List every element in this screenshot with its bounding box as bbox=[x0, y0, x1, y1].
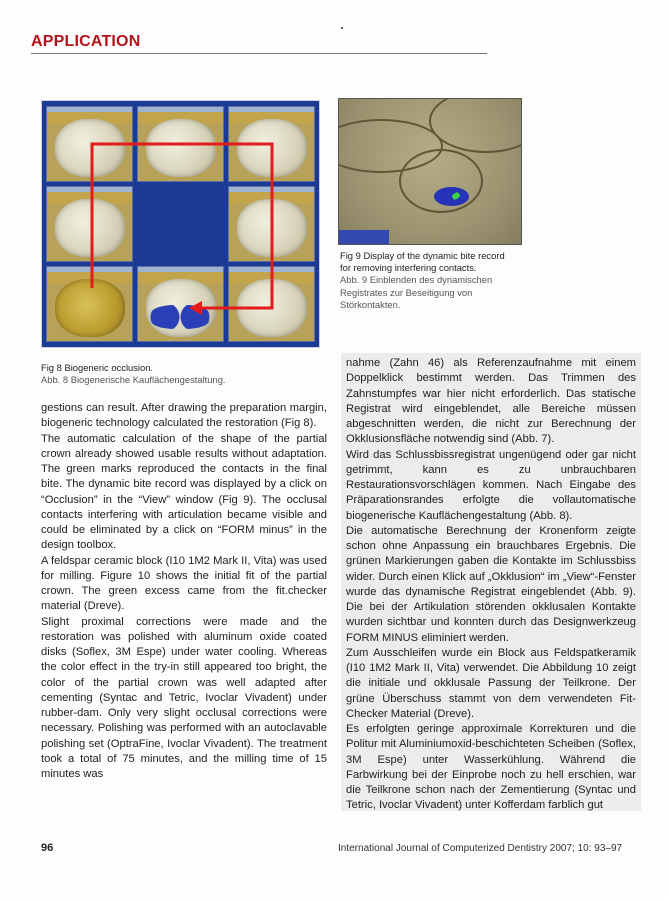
arrow-path bbox=[92, 144, 272, 308]
figure-9-caption-en: Fig 9 Display of the dynamic bite record for removing interfering contacts. bbox=[340, 250, 505, 274]
body-paragraph: A feldspar ceramic block (I10 1M2 Mark II, Vita) was used for milling. Figure 10 shows the initial fit of the partial crown. The green excess came from the fit.checker material (Dreve). bbox=[41, 554, 327, 613]
body-paragraph: Die automatische Berechnung der Kronenform zeigte schon ohne Anpassung ein brauchbares Ergebnis. Die grünen Markierungen gaben die Kontakte im Schlussbiss wider. Durch einen Klick auf „Okklusion“ im „View“-Fenster wurde das dynamische Registrat eingeblendet (Abb. 9). Die bei der Artikulation störenden okklusalen Kontakte wurden sichtbar und konnten durch das Designwerkzeug FORM MINUS eliminiert werden. bbox=[346, 524, 636, 644]
section-title: APPLICATION bbox=[31, 33, 141, 50]
figure-8-caption-de: Abb. 8 Biogenerische Kauflächengestaltung. bbox=[41, 374, 226, 386]
body-paragraph: Es erfolgten geringe approximale Korrekturen und die Politur mit Aluminiumoxid-beschichteten Scheiben (Soflex, 3M Espe) unter Wasserkühlung. Während die Farbwirkung bei der Einprobe noch zu hell erschien, war die Teilkrone schon nach der Zementierung (Syntac und Tetric, Ivoclar Vivadent) unter Kofferdam farblich gut bbox=[346, 723, 636, 812]
adjacent-contact-area bbox=[339, 230, 389, 244]
german-text-column bbox=[341, 353, 641, 811]
scan-artifact-dot bbox=[341, 27, 343, 29]
sequence-arrow bbox=[42, 101, 321, 349]
body-paragraph: The automatic calculation of the shape of the partial crown already showed usable results without adaptation. The green marks reproduced the contacts in the final bite. The dynamic bite record was displayed by a click on “Occlusion” in the “View” window (Fig 9). The occlusal contacts interfering with articulation became visible and could be eliminated by a click on “FORM minus” in the design toolbox. bbox=[41, 432, 327, 552]
body-paragraph: gestions can result. After drawing the preparation margin, biogeneric technology calculated the restoration (Fig 8). bbox=[41, 402, 327, 430]
page-number: 96 bbox=[41, 842, 54, 854]
body-paragraph: Slight proximal corrections were made and the restoration was polished with aluminum oxide coated disks (Soflex, 3M Espe) under water cooling. Whereas the color effect in the try-in still appeared too bright, the color of the partial crown was well adapted after cementing (Syntac and Tetric, Ivoclar Vivadent) under rubber-dam. Only very slight occlusal corrections were necessary. Polishing was performed with an autoclavable polishing set (OptraFine, Ivoclar Vivadent). The treatment took a total of 75 minutes, and the milling time of 15 minutes was bbox=[41, 615, 327, 780]
figure-9-image bbox=[338, 98, 522, 245]
figure-8-image bbox=[41, 100, 320, 348]
body-paragraph: Wird das Schlussbissregistrat ungenügend oder gar nicht getrimmt, kann es zu unbrauchbaren Restaurationsvorschlägen kommen. Nach Eingabe des Präparationsrandes erfolgte die vollautomatische biogenerische Kauflächengestaltung (Abb. 8). bbox=[346, 448, 636, 522]
arrow-head-icon bbox=[189, 301, 202, 315]
figure-8-caption bbox=[41, 362, 301, 386]
journal-reference: International Journal of Computerized Dentistry 2007; 10: 93–97 bbox=[338, 843, 623, 854]
body-paragraph: Zum Ausschleifen wurde ein Block aus Feldspatkeramik (I10 1M2 Mark II, Vita) verwendet. Die Abbildung 10 zeigt die initiale und okklusale Passung der Teilkrone. Der grüne Überschuss stammt von dem verwendeten Fit-Checker Material (Dreve). bbox=[346, 646, 636, 720]
header-rule bbox=[31, 53, 487, 54]
english-text-column bbox=[41, 401, 327, 782]
body-paragraph: nahme (Zahn 46) als Referenzaufnahme mit einem Doppelklick bestimmt werden. Das Trimmen des Zahnstumpfes war hier nicht erforderlich. Das statische Registrat wird eingeblendet, alle Bereiche müssen abgeschnitten werden, die nicht zur Berechnung der Okklusionsfläche notwendig sind (Abb. 7). bbox=[346, 357, 636, 446]
figure-8-caption-en: Fig 8 Biogeneric occlusion. bbox=[41, 362, 154, 373]
figure-9-caption bbox=[340, 250, 510, 311]
figure-9-caption-de: Abb. 9 Einblenden des dynamischen Registrates zur Beseitigung von Störkontakten. bbox=[340, 274, 493, 310]
